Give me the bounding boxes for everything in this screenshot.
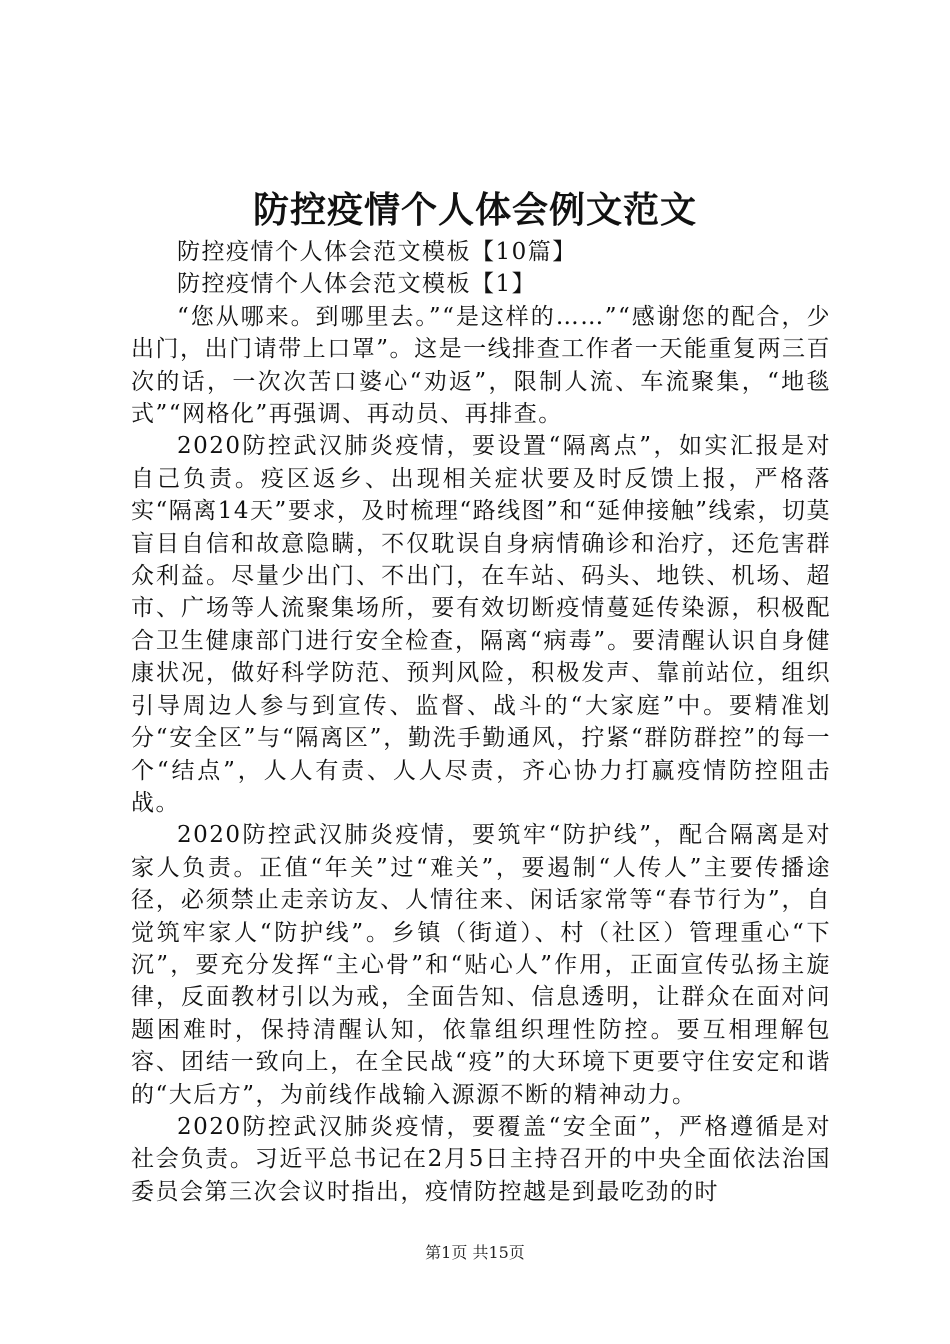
body-paragraph: 2020防控武汉肺炎疫情，要覆盖“安全面”，严格遵循是对社会负责。习近平总书记在2月5日主持召开的中央全面依法治国委员会第三次会议时指出，疫情防控越是到最吃劲的时 (131, 1113, 831, 1205)
document-body (131, 236, 831, 1208)
page-number-footer: 第1页 共15页 (425, 1243, 525, 1262)
document-title: 防控疫情个人体会例文范文 (252, 189, 697, 231)
body-paragraph: 2020防控武汉肺炎疫情，要设置“隔离点”，如实汇报是对自己负责。疫区返乡、出现相关症状要及时反馈上报，严格落实“隔离14天”要求，及时梳理“路线图”和“延伸接触”线索，切莫盲目自信和故意隐瞒，不仅耽误自身病情确诊和治疗，还危害群众利益。尽量少出门、不出门，在车站、码头、地铁、机场、超市、广场等人流聚集场所，要有效切断疫情蔓延传染源，积极配合卫生健康部门进行安全检查，隔离“病毒”。要清醒认识自身健康状况，做好科学防范、预判风险，积极发声、靠前站位，组织引导周边人参与到宣传、监督、战斗的“大家庭”中。要精准划分“安全区”与“隔离区”，勤洗手勤通风，拧紧“群防群控”的每一个“结点”，人人有责、人人尽责，齐心协力打赢疫情防控阻击战。 (131, 433, 831, 816)
body-paragraph: “您从哪来。到哪里去。”“是这样的……”“感谢您的配合，少出门，出门请带上口罩”。这是一线排查工作者一天能重复两三百次的话，一次次苦口婆心“劝返”，限制人流、车流聚集，“地毯式”“网格化”再强调、再动员、再排查。 (131, 303, 831, 428)
subtitle-paragraph: 防控疫情个人体会范文模板【10篇】 (177, 239, 577, 265)
body-paragraph: 2020防控武汉肺炎疫情，要筑牢“防护线”，配合隔离是对家人负责。正值“年关”过“难关”，要遏制“人传人”主要传播途径，必须禁止走亲访友、人情往来、闲话家常等“春节行为”，自觉筑牢家人“防护线”。乡镇（街道）、村（社区）管理重心“下沉”，要充分发挥“主心骨”和“贴心人”作用，正面宣传弘扬主旋律，反面教材引以为戒，全面告知、信息透明，让群众在面对问题困难时，保持清醒认知，依靠组织理性防控。要互相理解包容、团结一致向上，在全民战“疫”的大环境下更要守住安定和谐的“大后方”，为前线作战输入源源不断的精神动力。 (131, 822, 831, 1108)
section-heading-paragraph: 防控疫情个人体会范文模板【1】 (177, 271, 537, 298)
